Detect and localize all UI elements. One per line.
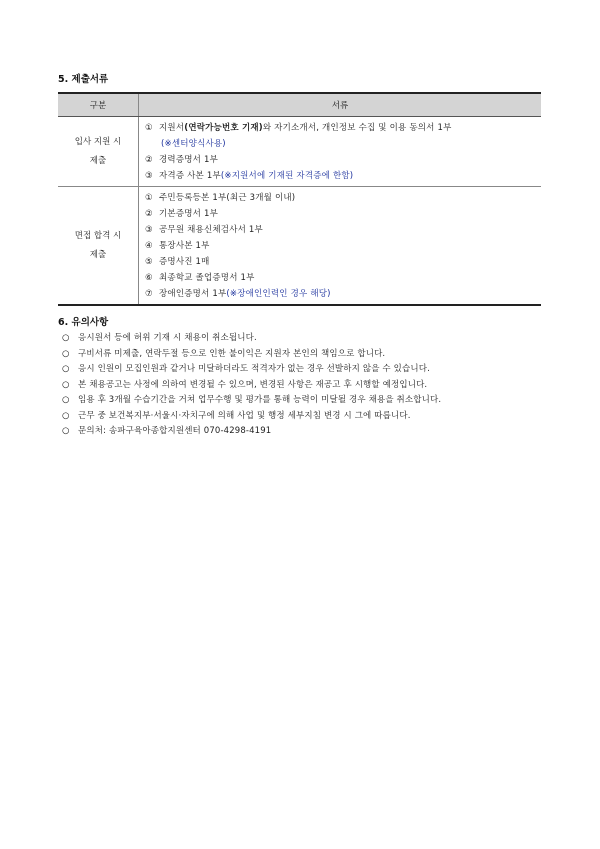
category-label: 면접 합격 시: [74, 230, 122, 241]
header-documents: 서류: [139, 93, 542, 117]
list-item: [145, 190, 537, 206]
note-text: 본 채용공고는 사정에 의하여 변경될 수 있으며, 변경된 사항은 재공고 후 시행할 예정입니다.: [78, 379, 428, 390]
note-text: 응시원서 등에 허위 기재 시 채용이 취소됩니다.: [78, 333, 257, 343]
item-text: 공무원 채용신체검사서 1부: [159, 225, 263, 235]
documents-cell-application: [139, 117, 542, 187]
list-item: [62, 424, 441, 440]
item-number: ⑥: [145, 273, 153, 283]
category-label: 제출: [89, 155, 107, 166]
note-text: 응시 인원이 모집인원과 같거나 미달하더라도 적격자가 없는 경우 선발하지 않을 수 있습니다.: [78, 364, 430, 374]
item-text: 증명사진 1매: [159, 257, 210, 267]
item-text: 기본증명서 1부: [159, 209, 218, 219]
list-item: [62, 409, 441, 425]
list-item: [145, 254, 537, 270]
circle-bullet-icon: ○: [62, 333, 70, 343]
item-number: ⑦: [145, 289, 153, 299]
list-item: [145, 120, 537, 136]
table-row: [58, 187, 541, 306]
item-text: 경력증명서 1부: [159, 155, 218, 165]
list-item: [62, 331, 441, 347]
item-text: 지원서: [159, 123, 185, 133]
table-row: [58, 117, 541, 187]
item-text: 최종학교 졸업증명서 1부: [159, 273, 255, 283]
note-text: 구비서류 미제출, 연락두절 등으로 인한 불이익은 지원자 본인의 책임으로 합니다.: [78, 348, 386, 359]
circle-bullet-icon: ○: [62, 364, 70, 374]
item-text: 장애인증명서 1부: [159, 289, 227, 299]
note-text: 문의처: 송파구육아종합지원센터 070-4298-4191: [78, 426, 272, 436]
note-text: 임용 후 3개월 수습기간을 거쳐 업무수행 및 평가를 통해 능력이 미달될 경우 채용을 취소합니다.: [78, 395, 442, 405]
note-text: 근무 중 보건복지부·서울시·자치구에 의해 사업 및 행정 세부지침 변경 시 그에 따릅니다.: [78, 410, 411, 421]
item-note: (※지원서에 기재된 자격증에 한함): [220, 171, 354, 181]
notes-list: [62, 331, 441, 440]
category-cell-interview: [58, 187, 139, 306]
category-label: 제출: [89, 249, 107, 260]
circle-bullet-icon: ○: [62, 348, 70, 359]
list-item: [145, 168, 537, 184]
item-text: 주민등록등본 1부(최근 3개월 이내): [159, 193, 296, 203]
item-text: 통장사본 1부: [159, 241, 210, 251]
item-number: ⑤: [145, 257, 153, 267]
list-item: [145, 152, 537, 168]
table-header-row: [58, 93, 541, 117]
list-item: [145, 270, 537, 286]
section-title-documents: 5. 제출서류: [58, 74, 109, 85]
list-item-note: [145, 136, 537, 152]
item-number: ②: [145, 155, 153, 165]
list-item: [62, 362, 441, 378]
item-number: ④: [145, 241, 153, 251]
item-number: ①: [145, 123, 153, 133]
list-item: [145, 206, 537, 222]
category-cell-application: [58, 117, 139, 187]
list-item: [145, 222, 537, 238]
list-item: [145, 238, 537, 254]
item-text: 와 자기소개서, 개인정보 수집 및 이용 동의서 1부: [262, 123, 452, 133]
item-number: ②: [145, 209, 153, 219]
circle-bullet-icon: ○: [62, 426, 70, 436]
item-text: 자격증 사본 1부: [159, 171, 221, 181]
header-category: 구분: [58, 93, 139, 117]
list-item: [62, 393, 441, 409]
circle-bullet-icon: ○: [62, 410, 70, 421]
item-number: ①: [145, 193, 153, 203]
documents-table: [58, 92, 541, 306]
list-item: [62, 347, 441, 363]
list-item: [62, 378, 441, 394]
item-note: (※장애인인력인 경우 해당): [226, 289, 331, 299]
item-number: ③: [145, 225, 153, 235]
category-label: 입사 지원 시: [74, 136, 122, 147]
list-item: [145, 286, 537, 302]
circle-bullet-icon: ○: [62, 379, 70, 390]
documents-cell-interview: [139, 187, 542, 306]
item-number: ③: [145, 171, 153, 181]
circle-bullet-icon: ○: [62, 395, 70, 405]
item-emphasis: (연락가능번호 기재): [184, 123, 263, 133]
item-note: (※센터양식사용): [161, 139, 226, 149]
section-title-notes: 6. 유의사항: [58, 317, 109, 328]
